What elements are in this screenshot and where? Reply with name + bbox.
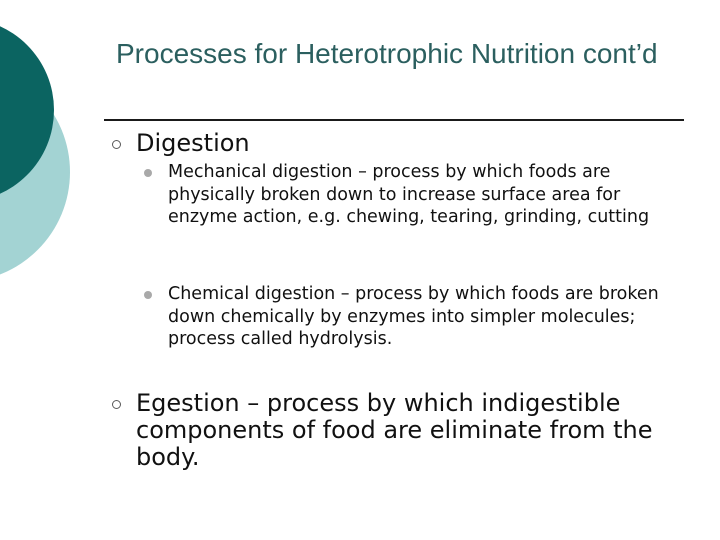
decorative-circles [0,0,80,300]
hollow-circle-bullet-icon [112,140,121,149]
sub-bullet-mechanical-digestion: Mechanical digestion – process by which foods are physically broken down to increase surface area for enzyme action, e.g. chewing, tearing, grinding, cutting [168,162,650,227]
hollow-circle-bullet-icon [112,400,121,409]
filled-dot-bullet-icon [144,169,152,177]
bullet-egestion: Egestion – process by which indigestible components of food are eliminate from the body. [136,389,653,471]
sub-bullet-chemical-digestion: Chemical digestion – process by which foods are broken down chemically by enzymes into simpler molecules; process called hydrolysis. [168,284,659,349]
filled-dot-bullet-icon [144,291,152,299]
slide-title: Processes for Heterotrophic Nutrition cont’d [116,38,658,69]
title-divider [104,119,684,121]
bullet-digestion: Digestion [136,129,250,157]
